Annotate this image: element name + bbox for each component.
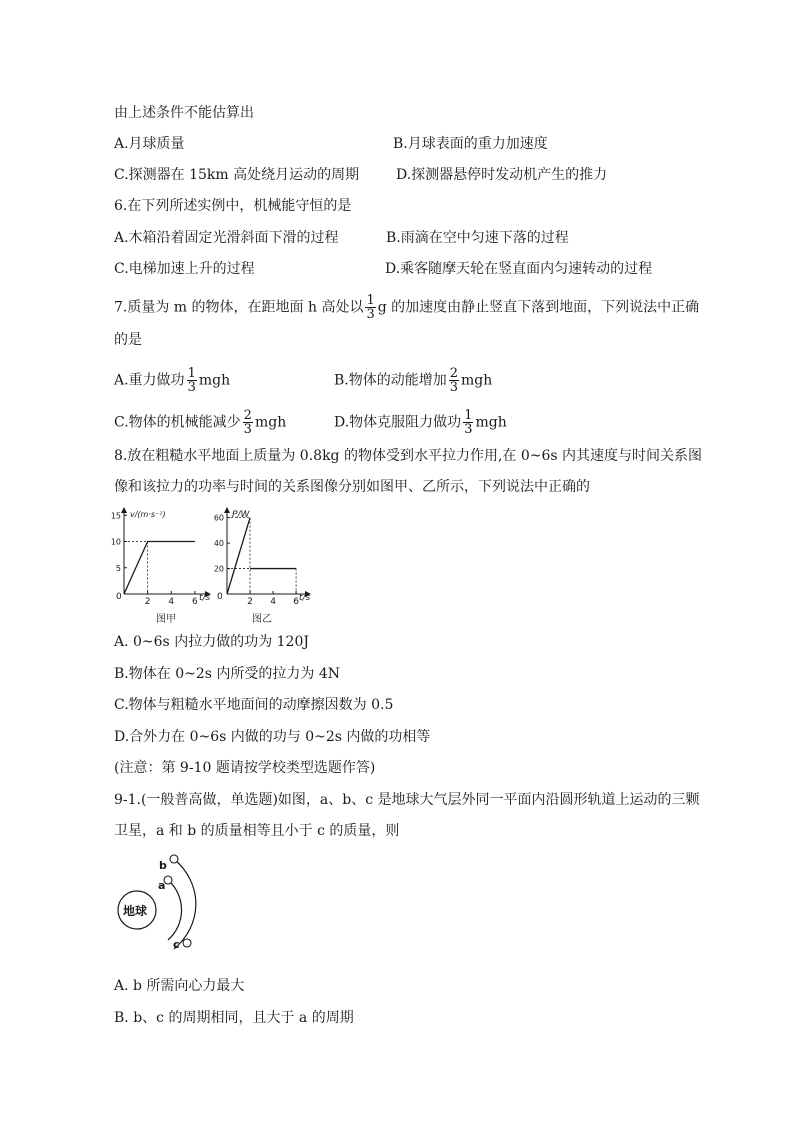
chart-yi-caption: 图乙 bbox=[252, 614, 272, 625]
chart-jia bbox=[112, 506, 212, 626]
q8-option-d: D.合外力在 0~6s 内做的功与 0~2s 内做的功相等 bbox=[114, 729, 431, 745]
q9-option-b: B. b、c 的周期相同，且大于 a 的周期 bbox=[114, 1010, 354, 1026]
q7-a-fraction: $\frac{1}{3}$ bbox=[187, 366, 196, 395]
q7-option-c: C.物体的机械能减少 $\frac{2}{3}$ mgh bbox=[114, 408, 287, 437]
chart-yi-y-tick-label: 20 bbox=[213, 564, 224, 574]
chart-yi bbox=[212, 506, 312, 626]
q6-option-a: A.木箱沿着固定光滑斜面下滑的过程 bbox=[114, 230, 339, 246]
chart-jia-origin: 0 bbox=[116, 592, 122, 602]
chart-jia-y-tick-label: 15 bbox=[110, 511, 121, 521]
chart-jia-x-tick-label: 4 bbox=[168, 597, 175, 607]
q6-option-d: D.乘客随摩天轮在竖直面内匀速转动的过程 bbox=[385, 261, 653, 277]
orbit-figure bbox=[110, 852, 220, 972]
earth-label: 地球 bbox=[123, 904, 148, 918]
label-b: b bbox=[159, 859, 167, 872]
q7-stem bbox=[114, 294, 699, 321]
q6-stem: 6.在下列所述实例中，机械能守恒的是 bbox=[114, 198, 352, 214]
satellite-b bbox=[170, 855, 178, 863]
chart-jia-x-tick-label: 6 bbox=[192, 597, 198, 607]
chart-yi-x-tick-label: 6 bbox=[293, 597, 299, 607]
chart-yi-y-tick-label: 40 bbox=[213, 539, 224, 549]
chart-yi-y-label: P/W bbox=[232, 510, 250, 520]
chart-jia-x-label: t/s bbox=[199, 593, 211, 603]
q9-option-a: A. b 所需向心力最大 bbox=[114, 978, 245, 994]
chart-yi-x-tick-label: 2 bbox=[247, 597, 253, 607]
chart-jia-y-label: v/(m·s⁻¹) bbox=[130, 510, 166, 519]
q8-option-c: C.物体与粗糙水平地面间的动摩擦因数为 0.5 bbox=[114, 697, 394, 713]
q7-c-fraction: $\frac{2}{3}$ bbox=[243, 408, 252, 437]
q7-option-d: D.物体克服阻力做功 $\frac{1}{3}$ mgh bbox=[334, 408, 507, 437]
orbit-inner bbox=[168, 880, 182, 940]
q8-stem-line2: 像和该拉力的功率与时间的关系图像分别如图甲、乙所示，下列说法中正确的 bbox=[114, 479, 590, 495]
q6-option-c: C.电梯加速上升的过程 bbox=[114, 261, 255, 277]
q5-option-a: A.月球质量 bbox=[114, 136, 185, 152]
q8-stem-line1: 8.放在粗糙水平地面上质量为 0.8kg 的物体受到水平拉力作用,在 0~6s 内其速度与时间关系图 bbox=[114, 448, 703, 464]
q7-d-fraction: $\frac{1}{3}$ bbox=[464, 408, 473, 437]
q8-option-b: B.物体在 0~2s 内所受的拉力为 4N bbox=[114, 666, 340, 682]
note-9-10: (注意：第 9-10 题请按学校类型选题作答) bbox=[114, 760, 376, 776]
chart-yi-y-tick-label: 60 bbox=[213, 513, 224, 523]
chart-jia-caption: 图甲 bbox=[156, 614, 176, 625]
q7-fraction-one-third: $\frac{1}{3}$ bbox=[366, 293, 375, 322]
chart-yi-series-line-0 bbox=[227, 518, 250, 594]
chart-jia-y-tick-label: 10 bbox=[110, 537, 121, 547]
label-c: c bbox=[173, 938, 180, 951]
q7-option-b: B.物体的动能增加 $\frac{2}{3}$ mgh bbox=[334, 366, 493, 395]
orbit-outer bbox=[174, 859, 196, 949]
q7-stem-part2: g 的加速度由静止竖直下落到地面，下列说法中正确 bbox=[377, 299, 700, 316]
q5-stem-tail: 由上述条件不能估算出 bbox=[114, 105, 254, 121]
q7-stem-line2: 的是 bbox=[114, 332, 142, 348]
q7-b-fraction: $\frac{2}{3}$ bbox=[449, 366, 459, 395]
chart-jia-y-tick-label: 5 bbox=[115, 563, 121, 573]
q5-option-d: D.探测器悬停时发动机产生的推力 bbox=[396, 167, 608, 183]
chart-yi-origin: 0 bbox=[217, 592, 223, 602]
chart-jia-series-line-0 bbox=[124, 542, 195, 595]
q9-stem-line2: 卫星，a 和 b 的质量相等且小于 c 的质量，则 bbox=[114, 823, 400, 839]
q6-option-b: B.雨滴在空中匀速下落的过程 bbox=[386, 230, 569, 246]
label-a: a bbox=[158, 879, 166, 892]
q7-option-a: A.重力做功 $\frac{1}{3}$ mgh bbox=[114, 366, 231, 395]
q5-option-c: C.探测器在 15km 高处绕月运动的周期 bbox=[114, 167, 360, 183]
satellite-c bbox=[183, 939, 191, 947]
q9-stem-line1: 9-1.(一般普高做，单选题)如图，a、b、c 是地球大气层外同一平面内沿圆形轨道上运动的三颗 bbox=[114, 792, 700, 808]
chart-jia-x-tick-label: 2 bbox=[144, 597, 151, 607]
chart-yi-x-tick-label: 4 bbox=[270, 597, 276, 607]
chart-yi-x-label: t/s bbox=[299, 593, 311, 603]
q8-option-a: A. 0~6s 内拉力做的功为 120J bbox=[114, 634, 309, 650]
q5-option-b: B.月球表面的重力加速度 bbox=[393, 136, 548, 152]
q7-stem-part1: 7.质量为 m 的物体，在距地面 h 高处以 bbox=[114, 299, 364, 316]
